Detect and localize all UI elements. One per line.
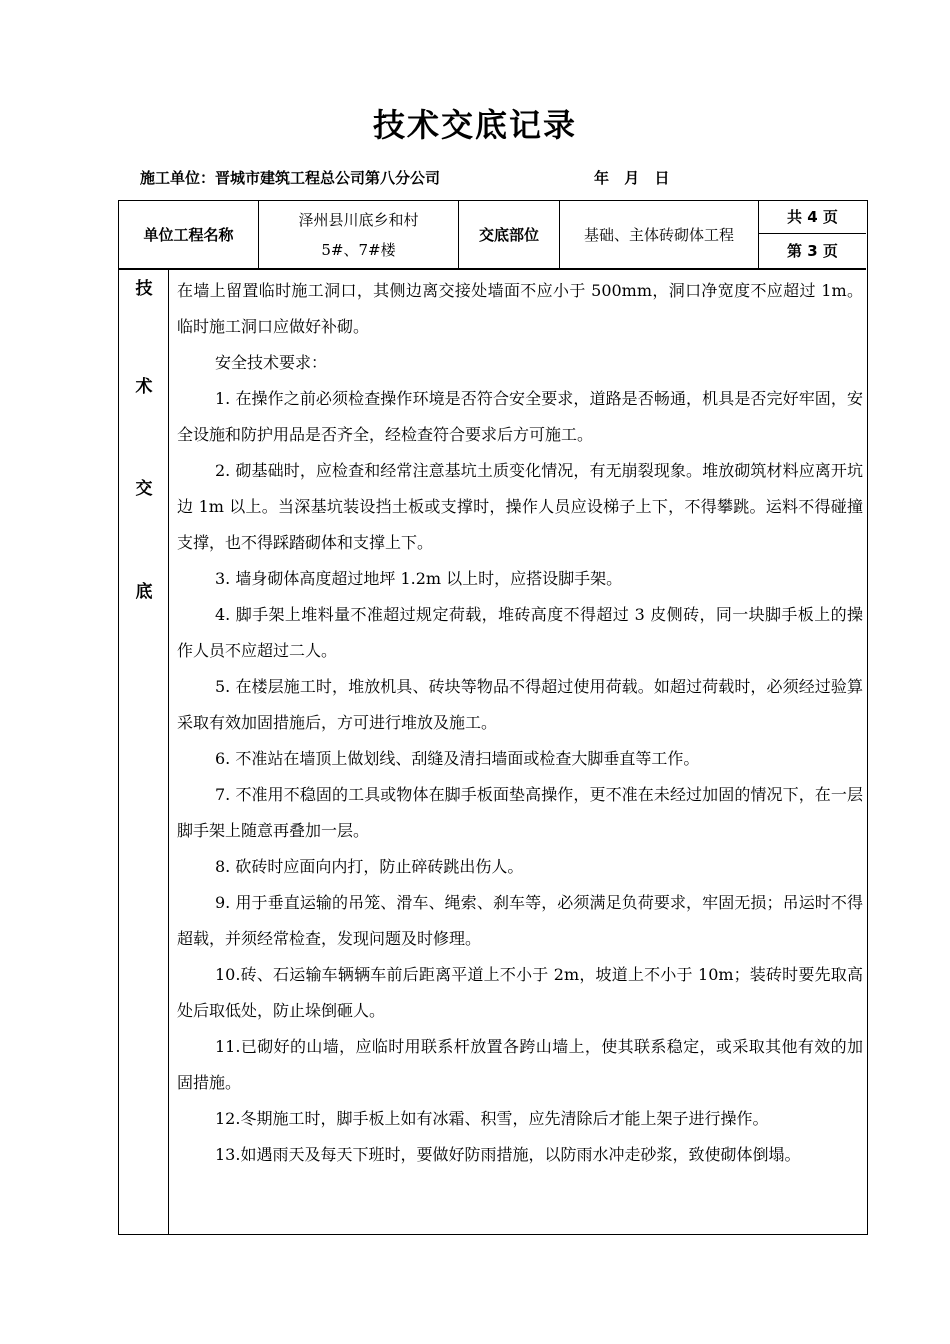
paragraph: 10.砖、石运输车辆辆车前后距离平道上不小于 2m，坡道上不小于 10m；装砖时要先取高处后取低处，防止垛倒砸人。 (177, 965, 863, 1020)
paragraph: 11.已砌好的山墙，应临时用联系杆放置各跨山墙上，使其联系稳定，或采取其他有效的加固措施。 (177, 1037, 863, 1092)
disclosure-content (177, 273, 863, 1173)
project-name-line1: 泽州县川底乡和村 (298, 210, 419, 229)
project-name-value (259, 201, 458, 268)
side-char-3: 交 (135, 479, 153, 499)
side-char-4: 底 (135, 582, 153, 602)
paragraph: 13.如遇雨天及每天下班时，要做好防雨措施，以防雨水冲走砂浆，致使砌体倒塌。 (215, 1145, 801, 1164)
side-char-2: 术 (135, 377, 153, 397)
project-name-label: 单位工程名称 (143, 225, 234, 244)
paragraph: 1. 在操作之前必须检查操作环境是否符合安全要求，道路是否畅通，机具是否完好牢固，安全设施和防护用品是否齐全，经检查符合要求后方可施工。 (177, 389, 863, 444)
paragraph: 安全技术要求： (215, 353, 328, 372)
paragraph: 8. 砍砖时应面向内打，防止碎砖跳出伤人。 (215, 857, 524, 876)
side-char-1: 技 (135, 279, 153, 299)
paragraph: 3. 墙身砌体高度超过地坪 1.2m 以上时，应搭设脚手架。 (215, 569, 623, 588)
total-pages: 共 4 页 (787, 208, 838, 226)
project-name-line2: 5#、7#楼 (321, 240, 396, 259)
paragraph: 7. 不准用不稳固的工具或物体在脚手板面垫高操作，更不准在未经过加固的情况下，在一层脚手架上随意再叠加一层。 (177, 785, 863, 840)
disclosure-table (118, 200, 868, 1235)
paragraph: 6. 不准站在墙顶上做划线、刮缝及清扫墙面或检查大脚垂直等工作。 (215, 749, 700, 768)
header-bottom-line (119, 268, 866, 270)
paragraph: 5. 在楼层施工时，堆放机具、砖块等物品不得超过使用荷载。如超过荷载时，必须经过验算采取有效加固措施后，方可进行堆放及施工。 (177, 677, 863, 732)
body-side-line (168, 268, 169, 1234)
paragraph: 2. 砌基础时，应检查和经常注意基坑土质变化情况，有无崩裂现象。堆放砌筑材料应离开坑边 1m 以上。当深基坑装设挡土板或支撑时，操作人员应设梯子上下，不得攀跳。运料不得碰撞支撑，也不得踩踏砌体和支撑上下。 (177, 461, 863, 552)
disclosure-part-label: 交底部位 (478, 225, 539, 244)
construction-unit: 施工单位：晋城市建筑工程总公司第八分公司 (140, 169, 441, 187)
document-title: 技术交底记录 (372, 106, 577, 144)
paragraph: 在墙上留置临时施工洞口，其侧边离交接处墙面不应小于 500mm，洞口净宽度不应超过 1m。临时施工洞口应做好补砌。 (177, 281, 863, 336)
disclosure-part-value: 基础、主体砖砌体工程 (583, 225, 734, 244)
paragraph: 4. 脚手架上堆料量不准超过规定荷载，堆砖高度不得超过 3 皮侧砖，同一块脚手板上的操作人员不应超过二人。 (177, 605, 863, 660)
paragraph: 9. 用于垂直运输的吊笼、滑车、绳索、刹车等，必须满足负荷要求，牢固无损；吊运时不得超载，并须经常检查，发现问题及时修理。 (177, 893, 863, 948)
current-page: 第 3 页 (787, 242, 838, 260)
paragraph: 12.冬期施工时，脚手板上如有冰霜、积雪，应先清除后才能上架子进行操作。 (215, 1109, 769, 1128)
record-date: 年 月 日 (594, 169, 670, 187)
